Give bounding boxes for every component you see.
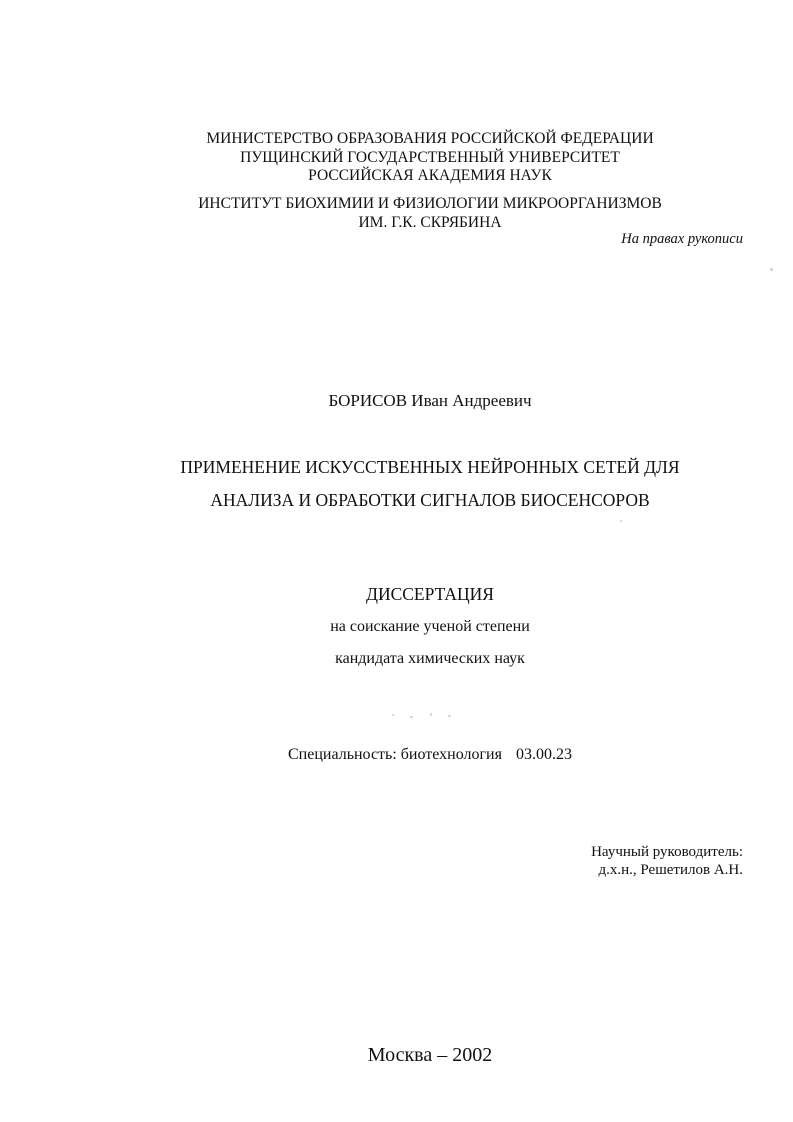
author-name: БОРИСОВ Иван Андреевич — [328, 391, 532, 410]
scan-speck — [770, 268, 773, 271]
manuscript-rights-note: На правах рукописи — [621, 231, 743, 247]
supervisor-label: Научный руководитель: — [591, 844, 743, 860]
scan-speck — [448, 715, 451, 717]
scan-speck — [410, 716, 413, 718]
supervisor-block — [591, 843, 743, 879]
supervisor-name: д.х.н., Решетилов А.Н. — [598, 862, 743, 878]
thesis-title-line1: ПРИМЕНЕНИЕ ИСКУССТВЕННЫХ НЕЙРОННЫХ СЕТЕЙ ДЛЯ — [180, 457, 680, 477]
academy-name: РОССИЙСКАЯ АКАДЕМИЯ НАУК — [308, 167, 552, 184]
work-type: ДИССЕРТАЦИЯ — [366, 584, 494, 604]
place-and-year: Москва – 2002 — [367, 1044, 493, 1066]
specialty-label: Специальность: биотехнология — [288, 746, 502, 763]
ministry-name: МИНИСТЕРСТВО ОБРАЗОВАНИЯ РОССИЙСКОЙ ФЕДЕРАЦИИ — [206, 130, 654, 147]
degree-line1: на соискание ученой степени — [330, 618, 530, 635]
institute-name-line1: ИНСТИТУТ БИОХИМИИ И ФИЗИОЛОГИИ МИКРООРГАНИЗМОВ — [198, 195, 662, 212]
university-name: ПУЩИНСКИЙ ГОСУДАРСТВЕННЫЙ УНИВЕРСИТЕТ — [240, 149, 620, 166]
scan-speck — [392, 714, 394, 716]
scan-speck — [620, 520, 622, 522]
specialty — [0, 746, 793, 764]
institute-name-line2: ИМ. Г.К. СКРЯБИНА — [358, 214, 502, 231]
scan-speck — [430, 713, 432, 716]
thesis-title-line2: АНАЛИЗА И ОБРАБОТКИ СИГНАЛОВ БИОСЕНСОРОВ — [210, 490, 650, 510]
specialty-code: 03.00.23 — [515, 746, 572, 763]
degree-line2: кандидата химических наук — [335, 650, 525, 667]
